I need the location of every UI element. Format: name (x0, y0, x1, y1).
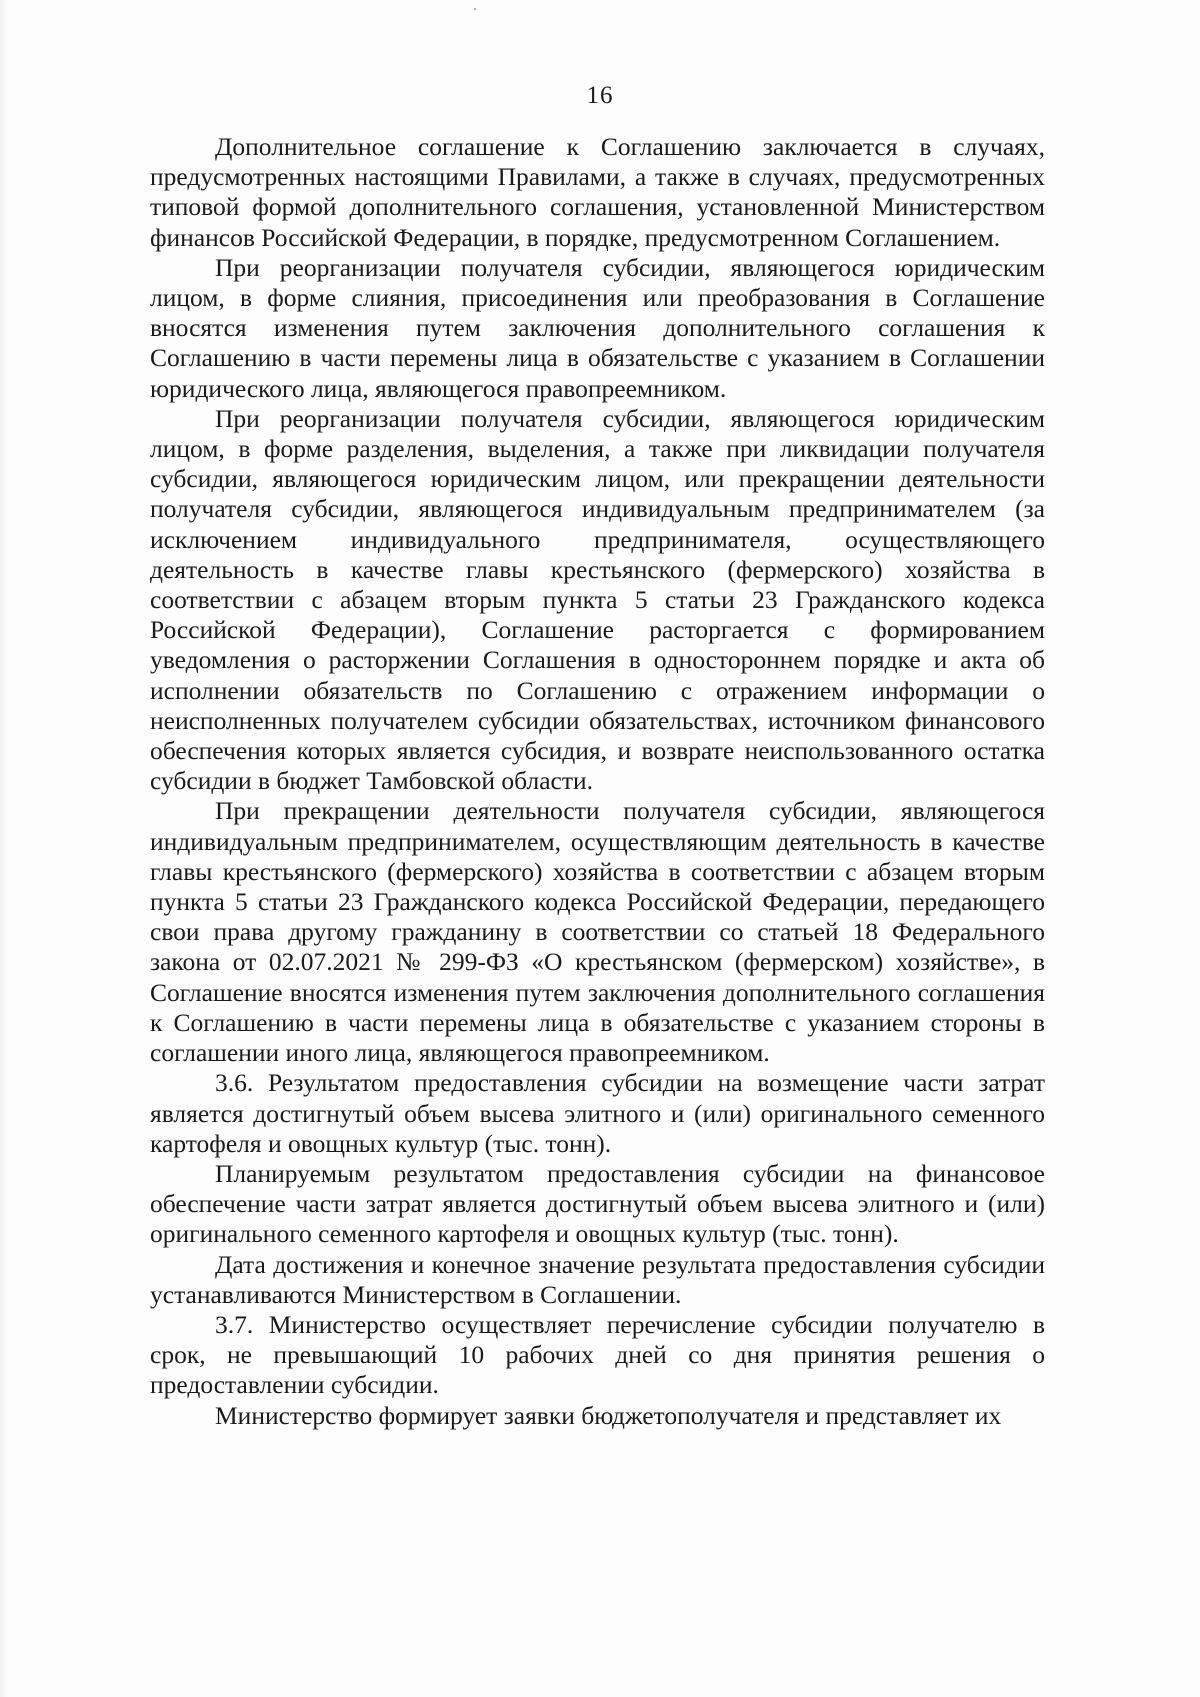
document-body (150, 132, 1045, 1431)
paragraph-budget-requests: Министерство формирует заявки бюджетополучателя и представляет их (215, 1400, 1002, 1430)
paragraph-reorganization-division: При реорганизации получателя субсидии, являющегося юридическим лицом, в форме разделения, выделения, а также при ликвидации получателя субсидии, являющегося юридическим лицом, или прекращении деятельности получателя субсидии, являющегося индивидуальным предпринимателем (за исключением индивидуального предпринимателя, осуществляющего деятельность в качестве главы крестьянского (фермерского) хозяйства в соответствии с абзацем вторым пункта 5 статьи 23 Гражданского кодекса Российской Федерации), Соглашение расторгается с формированием уведомления о расторжении Соглашения в одностороннем порядке и акта об исполнении обязательств по Соглашению с отражением информации о неисполненных получателем субсидии обязательствах, источником финансового обеспечения которых является субсидия, и возврате неиспользованного остатка субсидии в бюджет Тамбовской области. (150, 403, 1045, 796)
paragraph-3-7-transfer: 3.7. Министерство осуществляет перечисление субсидии получателю в срок, не превышающий 10 рабочих дней со дня принятия решения о предоставлении субсидии. (150, 1309, 1045, 1400)
paragraph-reorganization-merger: При реорганизации получателя субсидии, являющегося юридическим лицом, в форме слияния, присоединения или преобразования в Соглашение вносятся изменения путем заключения дополнительного соглашения к Соглашению в части перемены лица в обязательстве с указанием в Соглашении юридического лица, являющегося правопреемником. (150, 252, 1045, 403)
paragraph-additional-agreement: Дополнительное соглашение к Соглашению заключается в случаях, предусмотренных настоящими Правилами, а также в случаях, предусмотренных типовой формой дополнительного соглашения, установленной Министерством финансов Российской Федерации, в порядке, предусмотренном Соглашением. (150, 132, 1045, 252)
scan-speck (474, 8, 476, 10)
paragraph-3-6-result: 3.6. Результатом предоставления субсидии на возмещение части затрат является достигнутый объем высева элитного и (или) оригинального семенного картофеля и овощных культур (тыс. тонн). (150, 1068, 1045, 1158)
paragraph-result-date: Дата достижения и конечное значение результата предоставления субсидии устанавливаются Министерством в Соглашении. (150, 1249, 1045, 1309)
paragraph-farm-termination: При прекращении деятельности получателя субсидии, являющегося индивидуальным предпринимателем, осуществляющим деятельность в качестве главы крестьянского (фермерского) хозяйства в соответствии с абзацем вторым пункта 5 статьи 23 Гражданского кодекса Российской Федерации, передающего свои права другому гражданину в соответствии со статьей 18 Федерального закона от 02.07.2021 № 299-ФЗ «О крестьянском (фермерском) хозяйстве», в Соглашение вносятся изменения путем заключения дополнительного соглашения к Соглашению в части перемены лица в обязательстве с указанием стороны в соглашении иного лица, являющегося правопреемником. (150, 796, 1045, 1068)
page-number: 16 (586, 82, 614, 109)
paragraph-planned-result: Планируемым результатом предоставления субсидии на финансовое обеспечение части затрат является достигнутый объем высева элитного и (или) оригинального семенного картофеля и овощных культур (тыс. тонн). (150, 1158, 1045, 1249)
scan-edge-shadow (0, 0, 8, 1697)
